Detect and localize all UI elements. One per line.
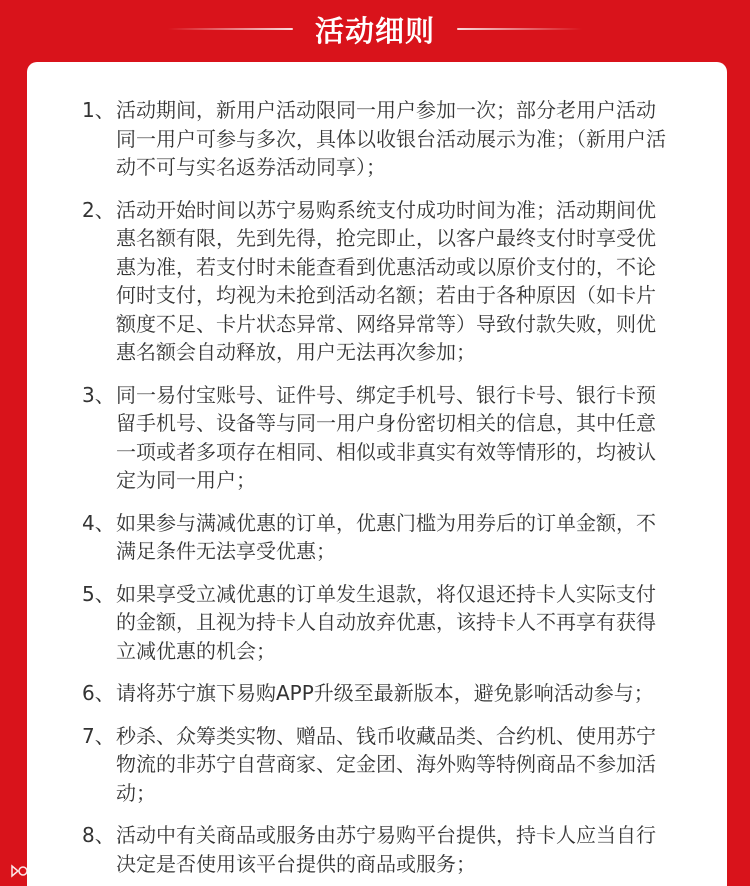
rule-item-6 bbox=[27, 679, 727, 708]
rule-text: 活动开始时间以苏宁易购系统支付成功时间为准；活动期间优惠名额有限，先到先得，抢完即止，以客户最终支付时享受优惠为准，若支付时未能查看到优惠活动或以原价支付的，不论何时支付，均视为未抢到活动名额；若由于各种原因（如卡片额度不足、卡片状态异常、网络异常等）导致付款失败，则优惠名额会自动释放，用户无法再次参加； bbox=[116, 197, 656, 364]
rule-text: 活动中有关商品或服务由苏宁易购平台提供，持卡人应当自行决定是否使用该平台提供的商品或服务； bbox=[116, 823, 656, 876]
rule-text: 如果参与满减优惠的订单，优惠门槛为用券后的订单金额，不满足条件无法享受优惠； bbox=[116, 510, 656, 563]
rule-number: 5、 bbox=[82, 581, 115, 606]
rule-text: 活动期间，新用户活动限同一用户参加一次；部分老用户活动同一用户可参与多次，具体以收银台活动展示为准；（新用户活动不可与实名返券活动同享）； bbox=[116, 98, 666, 179]
rule-item-5 bbox=[27, 580, 727, 666]
header bbox=[0, 0, 750, 58]
rule-item-2 bbox=[27, 196, 727, 367]
rules-list bbox=[27, 62, 727, 878]
rule-number: 3、 bbox=[82, 382, 115, 407]
rule-item-3 bbox=[27, 381, 727, 495]
rule-item-7 bbox=[27, 722, 727, 808]
rule-text: 如果享受立减优惠的订单发生退款，将仅退还持卡人实际支付的金额，且视为持卡人自动放弃优惠，该持卡人不再享有获得立减优惠的机会； bbox=[116, 581, 656, 663]
rule-number: 7、 bbox=[82, 723, 115, 748]
page-title: 活动细则 bbox=[314, 13, 435, 48]
rule-item-4 bbox=[27, 509, 727, 566]
rule-item-8 bbox=[27, 821, 727, 878]
rule-number: 4、 bbox=[82, 510, 115, 535]
rule-number: 2、 bbox=[82, 197, 115, 222]
rule-text: 秒杀、众筹类实物、赠品、钱币收藏品类、合约机、使用苏宁物流的非苏宁自营商家、定金团、海外购等特例商品不参加活动； bbox=[116, 723, 656, 805]
watermark bbox=[10, 861, 84, 880]
rule-text: 同一易付宝账号、证件号、绑定手机号、银行卡号、银行卡预留手机号、设备等与同一用户身份密切相关的信息，其中任意一项或者多项存在相同、相似或非真实有效等情形的，均被认定为同一用户； bbox=[116, 382, 656, 492]
rule-number: 8、 bbox=[82, 823, 115, 847]
rule-item-1 bbox=[27, 96, 727, 182]
watermark-logo-icon bbox=[10, 864, 28, 878]
rules-card bbox=[27, 62, 727, 886]
rule-number: 1、 bbox=[82, 98, 115, 122]
header-divider-left bbox=[168, 28, 293, 30]
rule-text: 请将苏宁旗下易购APP升级至最新版本，避免影响活动参与； bbox=[116, 681, 654, 705]
rule-number: 6、 bbox=[82, 681, 115, 705]
header-divider-right bbox=[457, 28, 582, 30]
watermark-text: 大数跨境 bbox=[32, 865, 85, 880]
